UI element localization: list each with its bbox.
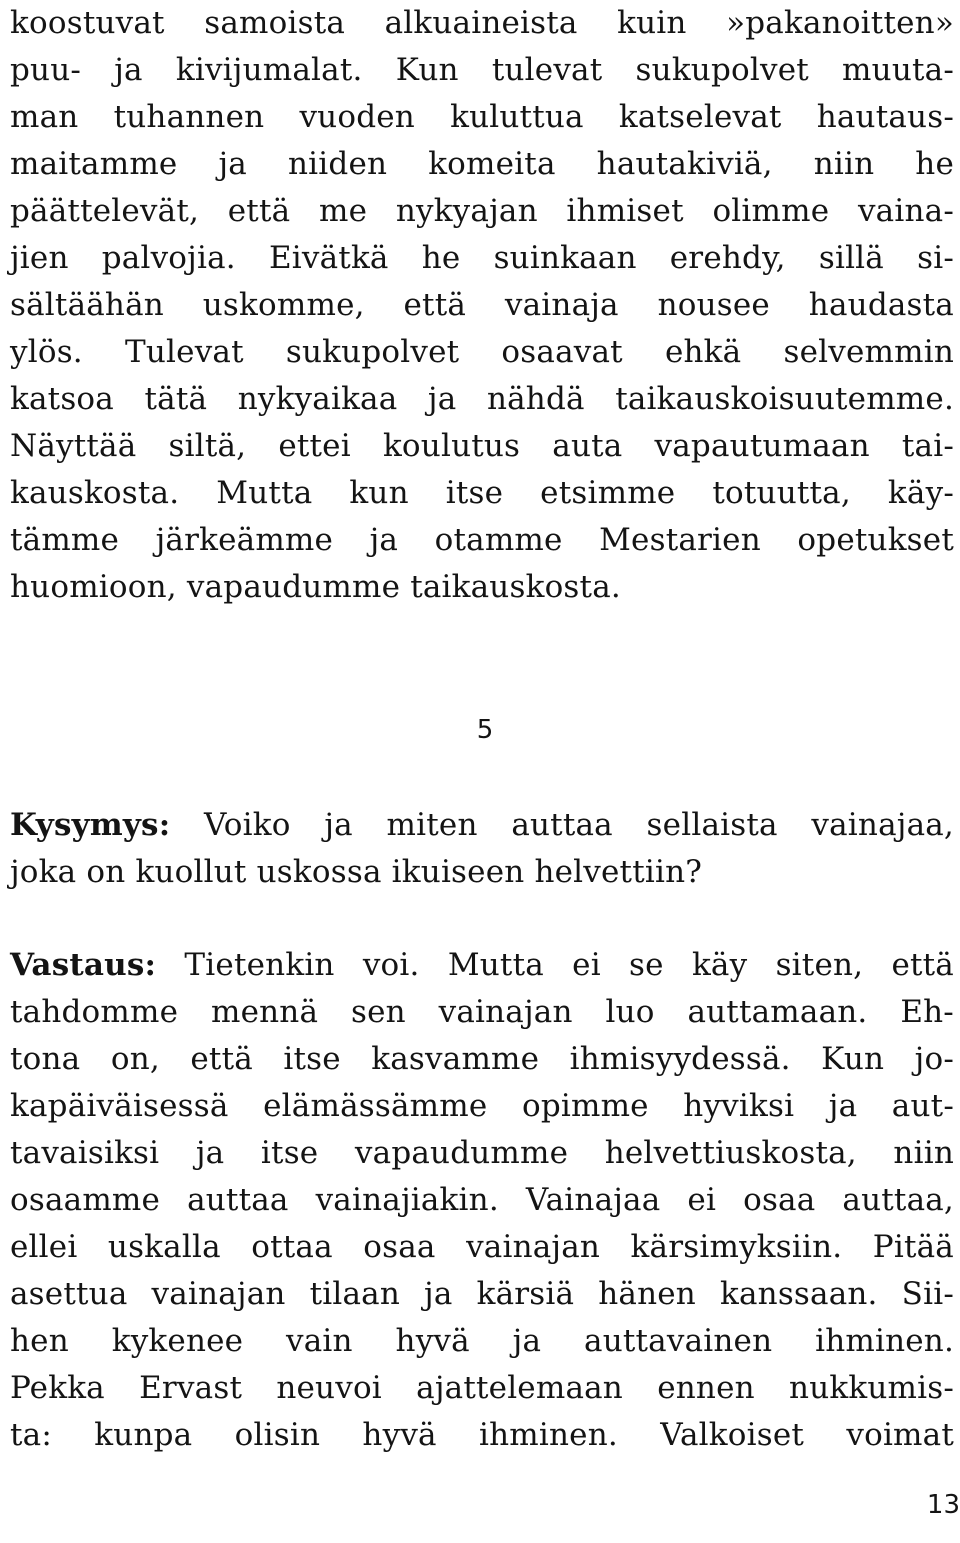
text-line: katsoa tätä nykyaikaa ja nähdä taikauskoisuutemme. [10, 381, 954, 417]
text-line: koostuvat samoista alkuaineista kuin »pakanoitten» [10, 5, 954, 41]
answer-line [10, 940, 954, 990]
answer-line: ellei uskalla ottaa osaa vainajan kärsimyksiin. Pitää [10, 1229, 954, 1265]
page-number: 13 [926, 1490, 960, 1520]
text-line: puu- ja kivijumalat. Kun tulevat sukupolvet muuta- [10, 52, 954, 88]
text-line: Näyttää siltä, ettei koulutus auta vapautumaan tai- [10, 428, 954, 464]
text-line: jien palvojia. Eivätkä he suinkaan erehdy, sillä si- [10, 240, 954, 276]
answer-line: Pekka Ervast neuvoi ajattelemaan ennen nukkumis- [10, 1370, 954, 1406]
question-text: Voiko ja miten auttaa sellaista vainajaa, [170, 807, 954, 843]
question-label: Kysymys: [10, 807, 171, 843]
question-line [10, 800, 954, 850]
answer-text: Tietenkin voi. Mutta ei se käy siten, että [156, 947, 954, 983]
text-line: kauskosta. Mutta kun itse etsimme totuutta, käy- [10, 475, 954, 511]
text-line: maitamme ja niiden komeita hautakiviä, niin he [10, 146, 954, 182]
question-line: joka on kuollut uskossa ikuiseen helvettiin? [10, 854, 703, 890]
answer-label: Vastaus: [10, 947, 157, 983]
answer-line: osaamme auttaa vainajiakin. Vainajaa ei osaa auttaa, [10, 1182, 954, 1218]
answer-line: kapäiväisessä elämässämme opimme hyviksi ja aut- [10, 1088, 954, 1124]
answer-line: ta: kunpa olisin hyvä ihminen. Valkoiset voimat [10, 1417, 954, 1453]
text-line: tämme järkeämme ja otamme Mestarien opetukset [10, 522, 954, 558]
answer-line: asettua vainajan tilaan ja kärsiä hänen kanssaan. Sii- [10, 1276, 954, 1312]
answer-line: tona on, että itse kasvamme ihmisyydessä. Kun jo- [10, 1041, 954, 1077]
text-line: päättelevät, että me nykyajan ihmiset olimme vaina- [10, 193, 954, 229]
text-line: sältäähän uskomme, että vainaja nousee haudasta [10, 287, 954, 323]
section-number: 5 [476, 715, 494, 745]
text-line: huomioon, vapaudumme taikauskosta. [10, 569, 621, 605]
text-line: man tuhannen vuoden kuluttua katselevat hautaus- [10, 99, 954, 135]
answer-line: hen kykenee vain hyvä ja auttavainen ihminen. [10, 1323, 954, 1359]
text-line: ylös. Tulevat sukupolvet osaavat ehkä selvemmin [10, 334, 954, 370]
answer-line: tavaisiksi ja itse vapaudumme helvettiuskosta, niin [10, 1135, 954, 1171]
answer-line: tahdomme mennä sen vainajan luo auttamaan. Eh- [10, 994, 954, 1030]
